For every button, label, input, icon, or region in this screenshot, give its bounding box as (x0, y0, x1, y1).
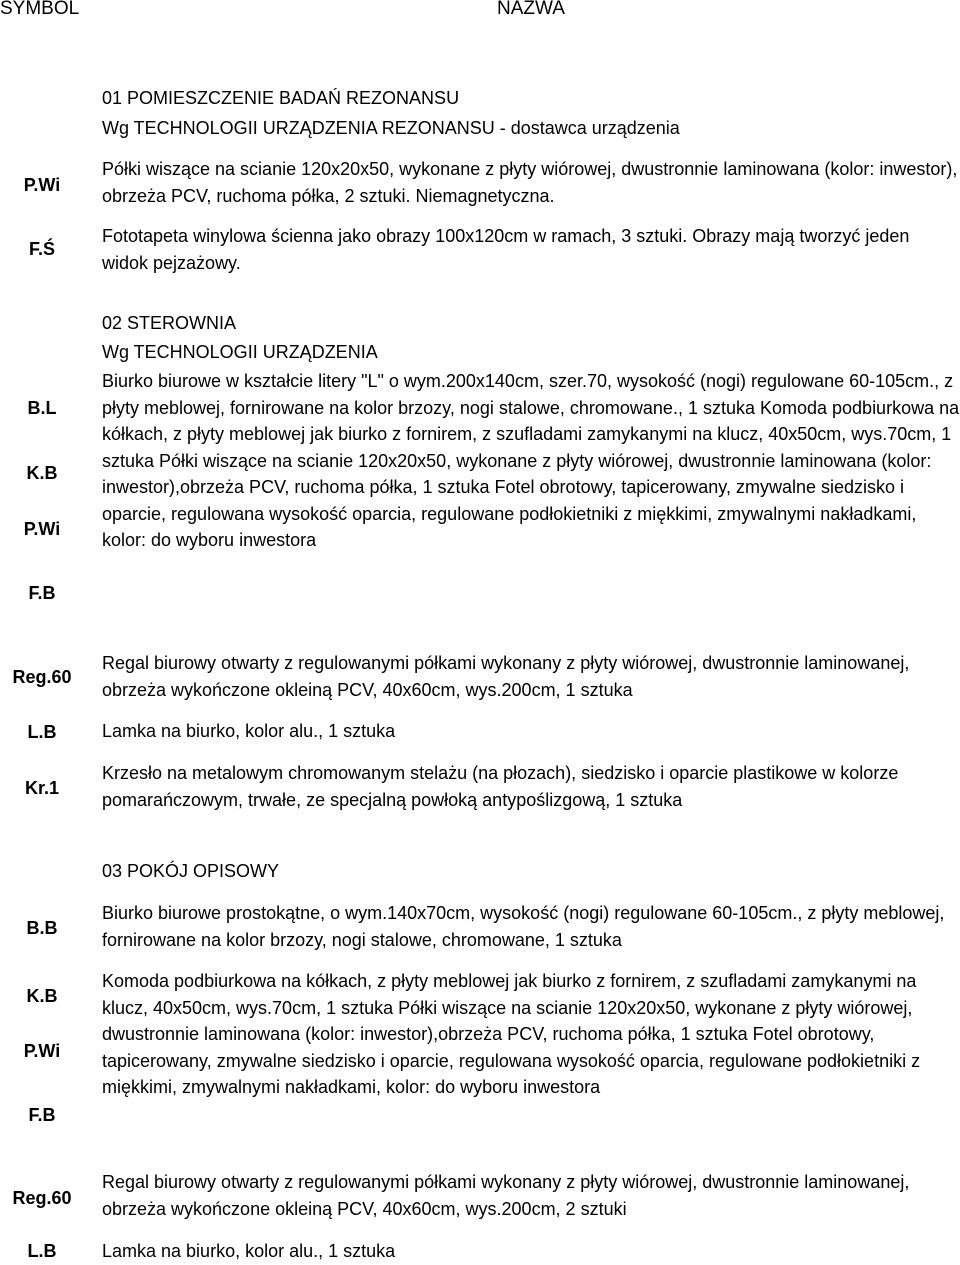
section-1-item-shelves: Półki wiszące na scianie 120x20x50, wykonane z płyty wiórowej, dwustronnie laminowana (kolor: inwestor), obrzeża PCV, ruchoma półka, 2 sztuki. Niemagnetyczna. (102, 159, 958, 206)
section-2-item-regal: Regal biurowy otwarty z regulowanymi półkami wykonany z płyty wiórowej, dwustronnie laminowanej, obrzeża wykończone okleiną PCV, 40x60cm, wys.200cm, 1 sztuka (102, 653, 910, 700)
symbol-l-b: L.B (27, 722, 57, 742)
symbol-p-wi: P.Wi (23, 519, 61, 539)
symbol-p-wi: P.Wi (23, 1041, 61, 1061)
section-1-subtitle: Wg TECHNOLOGII URZĄDZENIA REZONANSU - dostawca urządzenia (102, 118, 680, 138)
header-symbol: SYMBOL (0, 0, 80, 19)
section-1-item-photowall: Fototapeta winylowa ścienna jako obrazy 100x120cm w ramach, 3 sztuki. Obrazy mają tworzyć jeden widok pejzażowy. (102, 226, 910, 273)
section-2-title: 02 STEROWNIA (102, 313, 237, 333)
section-3-item-regal: Regal biurowy otwarty z regulowanymi półkami wykonany z płyty wiórowej, dwustronnie laminowanej, obrzeża wykończone okleiną PCV, 40x60cm, wys.200cm, 2 sztuki (102, 1172, 910, 1219)
section-3-title: 03 POKÓJ OPISOWY (102, 861, 280, 881)
symbol-k-b: K.B (26, 463, 58, 483)
section-3-item-desk: Biurko biurowe prostokątne, o wym.140x70cm, wysokość (nogi) regulowane 60-105cm., z płyty meblowej, fornirowane na kolor brzozy, nogi stalowe, chromowane, 1 sztuka (102, 903, 945, 950)
symbol-f-s: F.Ś (28, 239, 55, 259)
section-2-block-furniture: Biurko biurowe w kształcie litery "L" o wym.200x140cm, szer.70, wysokość (nogi) regulowane 60-105cm., z płyty meblowej, fornirowane na kolor brzozy, nogi stalowe, chromowane., 1 sztuka Komoda podbiurkowa na kółkach, z płyty meblowej jak biurko z fornirem, z szufladami zamykanymi na klucz, 40x50cm, wys.70cm, 1 sztuka Półki wiszące na scianie 120x20x50, wykonane z płyty wiórowej, dwustronnie laminowana (kolor: inwestor),obrzeża PCV, ruchoma półka, 1 sztuka Fotel obrotowy, tapicerowany, zmywalne siedzisko i oparcie, regulowana wysokość oparcia, regulowane podłokietniki z miękkimi, zmywalnymi nakładkami, kolor: do wyboru inwestora (102, 371, 960, 550)
section-3-item-lamp: Lamka na biurko, kolor alu., 1 sztuka (102, 1241, 396, 1261)
symbol-l-b: L.B (27, 1241, 57, 1261)
symbol-b-l: B.L (27, 398, 57, 418)
section-2-item-chair: Krzesło na metalowym chromowanym stelażu (na płozach), siedzisko i oparcie plastikowe w kolorze pomarańczowym, trwałe, ze specjalną powłoką antypoślizgową, 1 sztuka (102, 763, 899, 810)
symbol-f-b: F.B (28, 1105, 56, 1125)
section-2-subtitle: Wg TECHNOLOGII URZĄDZENIA (102, 342, 378, 362)
symbol-f-b: F.B (28, 583, 56, 603)
section-2-item-lamp: Lamka na biurko, kolor alu., 1 sztuka (102, 721, 396, 741)
symbol-reg-60: Reg.60 (12, 1188, 72, 1208)
symbol-b-b: B.B (26, 918, 58, 938)
section-1-title: 01 POMIESZCZENIE BADAŃ REZONANSU (102, 88, 460, 108)
section-3-block-furniture: Komoda podbiurkowa na kółkach, z płyty meblowej jak biurko z fornirem, z szufladami zamykanymi na klucz, 40x50cm, wys.70cm, 1 sztuka Półki wiszące na scianie 120x20x50, wykonane z płyty wiórowej, dwustronnie laminowana (kolor: inwestor),obrzeża PCV, ruchoma półka, 1 sztuka Fotel obrotowy, tapicerowany, zmywalne siedzisko i oparcie, regulowana wysokość oparcia, regulowane podłokietniki z miękkimi, zmywalnymi nakładkami, kolor: do wyboru inwestora (102, 971, 921, 1097)
symbol-k-b: K.B (26, 986, 58, 1006)
header-name: NAZWA (497, 0, 565, 19)
symbol-reg-60: Reg.60 (12, 667, 72, 687)
symbol-p-wi: P.Wi (23, 175, 61, 195)
symbol-kr-1: Kr.1 (24, 778, 60, 798)
